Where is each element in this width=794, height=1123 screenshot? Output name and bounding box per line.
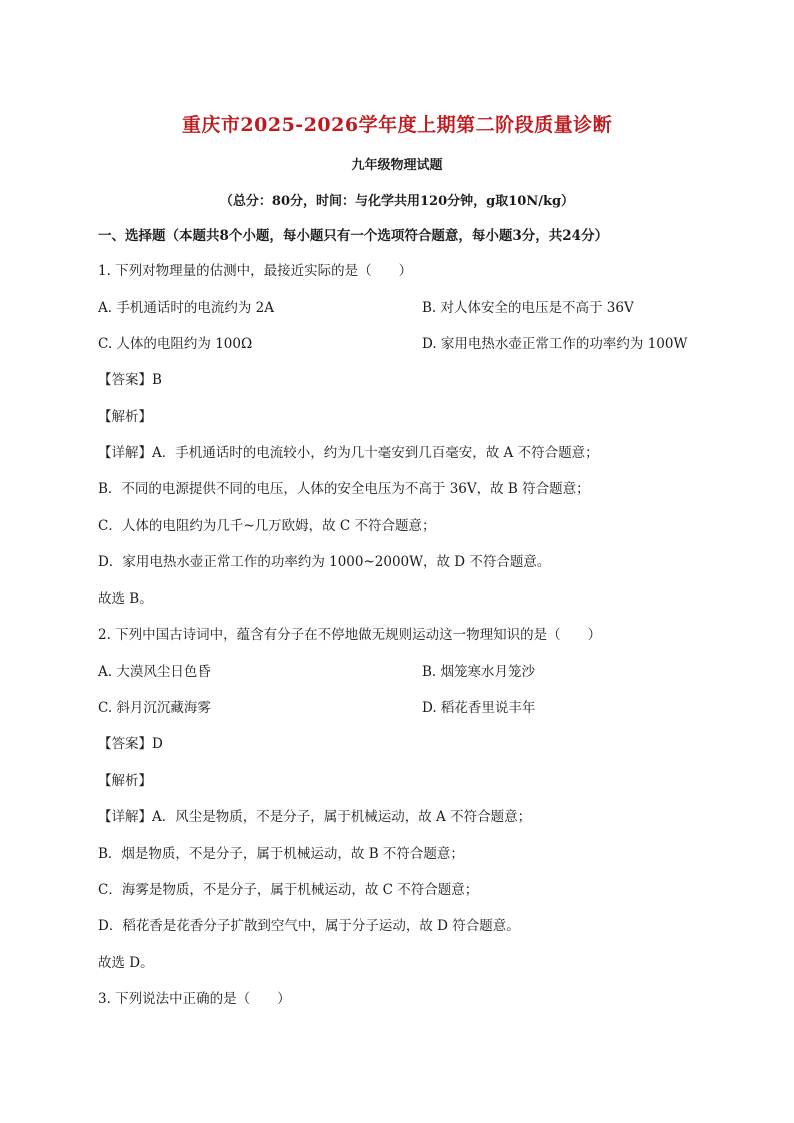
question-2-conclusion: 故选 D。	[98, 955, 154, 971]
question-3-stem: 3. 下列说法中正确的是（ ）	[98, 991, 291, 1007]
exam-note: （总分：80分，时间：与化学共用120分钟，g取10N/kg）	[219, 194, 575, 209]
question-2-answer: 【答案】D	[98, 736, 163, 752]
question-2-option-a: A. 大漠风尘日色昏	[98, 664, 211, 680]
question-2-option-c: C. 斜月沉沉藏海雾	[98, 700, 211, 716]
question-1-detail: 【详解】A．手机通话时的电流较小，约为几十毫安到几百毫安，故 A 不符合题意；	[98, 445, 599, 461]
question-1-option-b: B. 对人体安全的电压是不高于 36V	[422, 300, 634, 316]
question-1-stem: 1. 下列对物理量的估测中，最接近实际的是（ ）	[98, 263, 413, 279]
question-1-conclusion: 故选 B。	[98, 591, 153, 607]
question-2-option-b: B. 烟笼寒水月笼沙	[422, 664, 536, 680]
question-2-stem: 2. 下列中国古诗词中，蕴含有分子在不停地做无规则运动这一物理知识的是（ ）	[98, 627, 602, 643]
question-1-answer: 【答案】B	[98, 372, 162, 388]
question-2-detail: B．烟是物质，不是分子，属于机械运动，故 B 不符合题意；	[98, 846, 464, 862]
question-1-detail: C．人体的电阻约为几千~几万欧姆，故 C 不符合题意；	[98, 518, 436, 534]
question-1-detail: D．家用电热水壶正常工作的功率约为 1000~2000W，故 D 不符合题意。	[98, 554, 551, 570]
question-1-option-c: C. 人体的电阻约为 100Ω	[98, 336, 253, 352]
question-2-detail: D．稻花香是花香分子扩散到空气中，属于分子运动，故 D 符合题意。	[98, 918, 520, 934]
question-1-option-d: D. 家用电热水壶正常工作的功率约为 100W	[422, 336, 688, 352]
question-2-option-d: D. 稻花香里说丰年	[422, 700, 536, 716]
question-1-option-a: A. 手机通话时的电流约为 2A	[98, 300, 274, 316]
question-1-detail: B．不同的电源提供不同的电压，人体的安全电压为不高于 36V，故 B 符合题意；	[98, 481, 590, 497]
page-title: 重庆市2025-2026学年度上期第二阶段质量诊断	[181, 114, 613, 136]
exam-subtitle: 九年级物理试题	[351, 158, 443, 173]
question-2-detail: C．海雾是物质，不是分子，属于机械运动，故 C 不符合题意；	[98, 882, 479, 898]
question-1-analysis: 【解析】	[98, 409, 152, 425]
question-2-detail: 【详解】A．风尘是物质，不是分子，属于机械运动，故 A 不符合题意；	[98, 809, 532, 825]
section-heading: 一、选择题（本题共8个小题，每小题只有一个选项符合题意，每小题3分，共24分）	[98, 228, 609, 244]
question-2-analysis: 【解析】	[98, 773, 152, 789]
